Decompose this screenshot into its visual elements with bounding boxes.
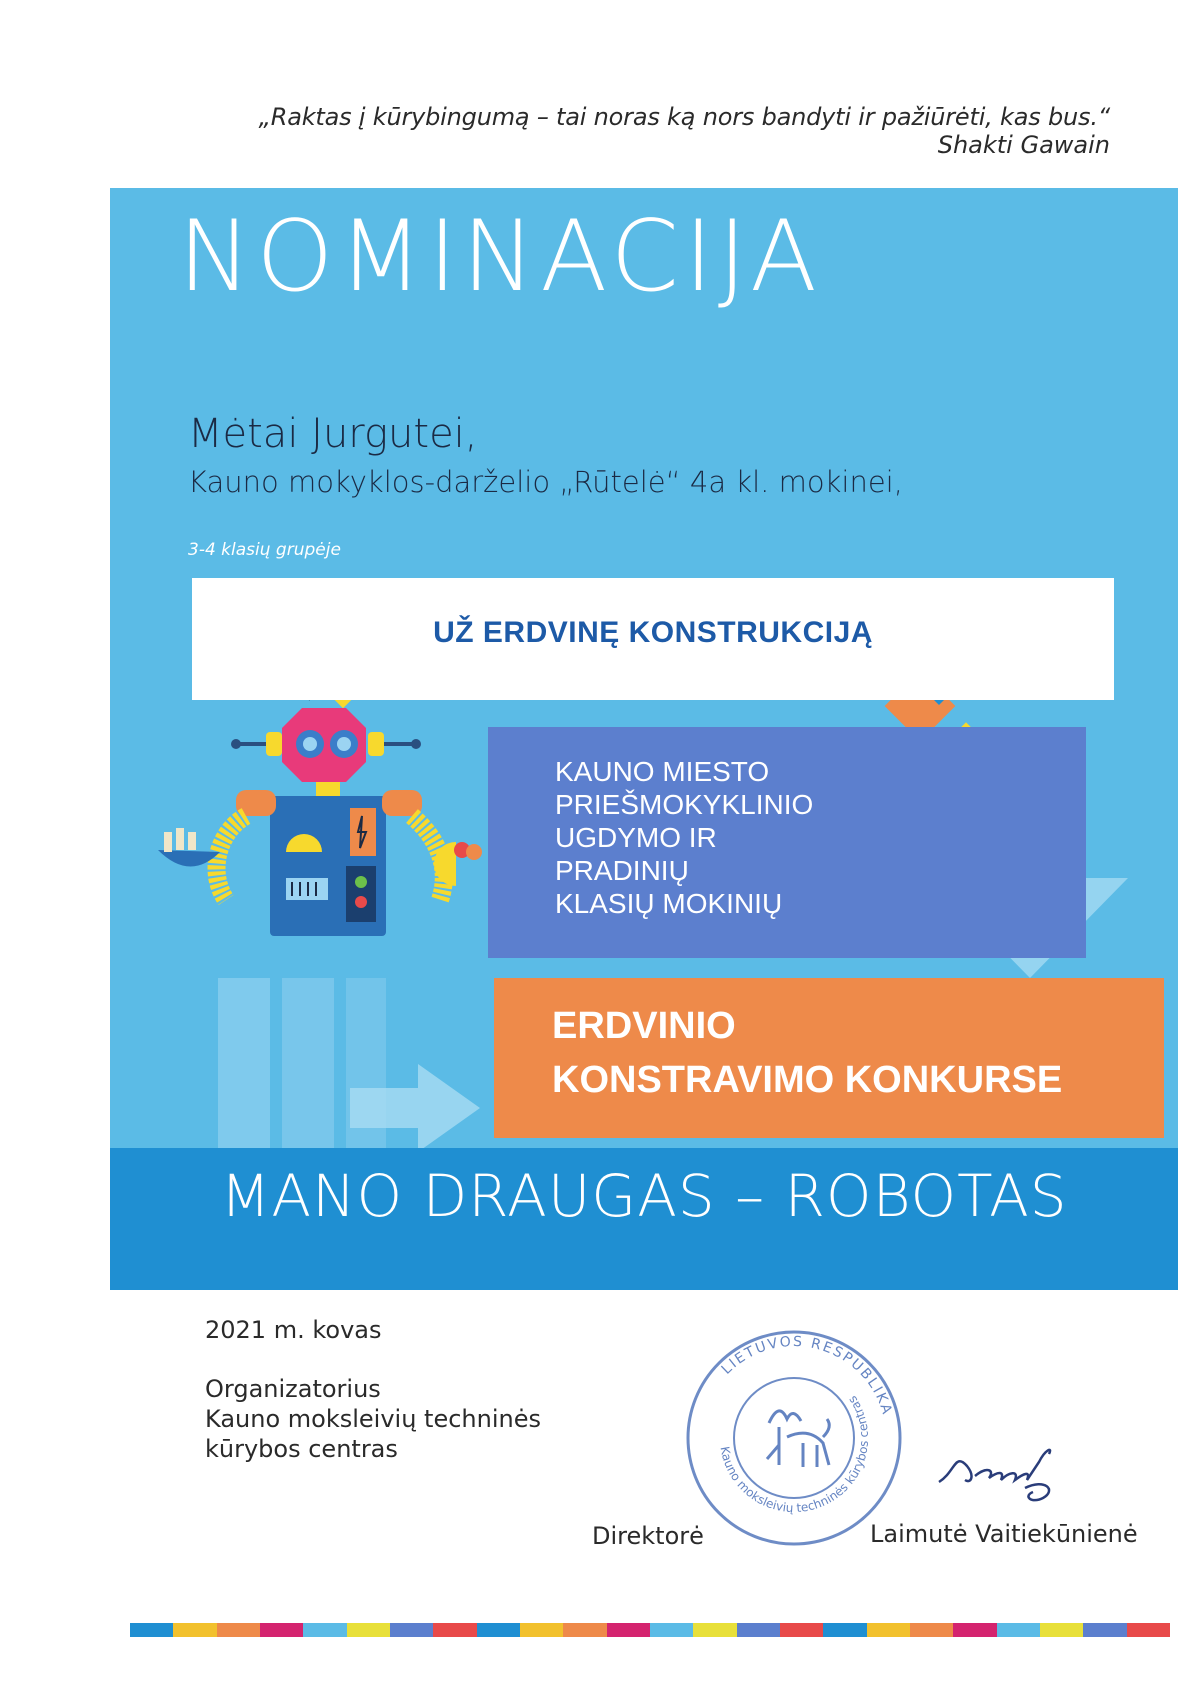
color-strip-segment	[217, 1623, 260, 1637]
coat-of-arms-icon	[767, 1411, 829, 1467]
contest-scope-line: UGDYMO IR	[555, 822, 717, 853]
color-strip-segment	[173, 1623, 216, 1637]
quote-text: „Raktas į kūrybingumą – tai noras ką nors bandyti ir pažiūrėti, kas bus.“	[258, 103, 1110, 131]
contest-name: MANO DRAUGAS – ROBOTAS	[220, 1162, 1068, 1230]
color-strip-segment	[910, 1623, 953, 1637]
color-strip-segment	[867, 1623, 910, 1637]
color-strip-segment	[130, 1623, 173, 1637]
organizer	[205, 1374, 541, 1464]
color-strip	[130, 1623, 1170, 1637]
color-strip-segment	[303, 1623, 346, 1637]
svg-text:LIETUVOS RESPUBLIKA	[719, 1334, 896, 1418]
issue-date: 2021 m. kovas	[205, 1316, 382, 1344]
quote-author: Shakti Gawain	[937, 131, 1110, 159]
signatory-name: Laimutė Vaitiekūnienė	[870, 1520, 1138, 1548]
recipient-school: Kauno mokyklos-darželio „Rūtelė“ 4a kl. mokinei,	[188, 465, 903, 499]
color-strip-segment	[1083, 1623, 1126, 1637]
contest-scope-text	[555, 755, 813, 920]
color-strip-segment	[607, 1623, 650, 1637]
color-strip-segment	[1127, 1623, 1170, 1637]
color-strip-segment	[433, 1623, 476, 1637]
organizer-line: Kauno moksleivių techninės	[205, 1405, 541, 1433]
signature-mark	[935, 1432, 1075, 1512]
recipient-name: Mėtai Jurgutei,	[188, 411, 478, 457]
signatory-role: Direktorė	[592, 1522, 704, 1550]
color-strip-segment	[693, 1623, 736, 1637]
color-strip-segment	[390, 1623, 433, 1637]
color-strip-segment	[737, 1623, 780, 1637]
stamp-inner-text: Kauno moksleivių techninės kūrybos centras	[717, 1393, 872, 1516]
color-strip-segment	[953, 1623, 996, 1637]
contest-type-text	[552, 999, 1062, 1107]
color-strip-segment	[650, 1623, 693, 1637]
color-strip-segment	[997, 1623, 1040, 1637]
organizer-line: Organizatorius	[205, 1375, 381, 1403]
award-label: UŽ ERDVINĘ KONSTRUKCIJĄ	[433, 616, 873, 649]
organizer-line: kūrybos centras	[205, 1435, 398, 1463]
color-strip-segment	[780, 1623, 823, 1637]
official-stamp	[683, 1327, 905, 1549]
age-group: 3-4 klasių grupėje	[188, 540, 341, 560]
contest-scope-line: KAUNO MIESTO	[555, 756, 770, 787]
color-strip-segment	[347, 1623, 390, 1637]
color-strip-segment	[520, 1623, 563, 1637]
certificate-title: NOMINACIJA	[178, 200, 823, 314]
color-strip-segment	[823, 1623, 866, 1637]
contest-scope-line: KLASIŲ MOKINIŲ	[555, 888, 783, 919]
color-strip-segment	[477, 1623, 520, 1637]
color-strip-segment	[1040, 1623, 1083, 1637]
stamp-outer-text: LIETUVOS RESPUBLIKA	[718, 1333, 896, 1418]
contest-type-line: KONSTRAVIMO KONKURSE	[552, 1059, 1063, 1101]
color-strip-segment	[260, 1623, 303, 1637]
contest-scope-line: PRIEŠMOKYKLINIO	[555, 789, 814, 820]
color-strip-segment	[563, 1623, 606, 1637]
contest-type-line: ERDVINIO	[552, 1005, 736, 1047]
contest-scope-line: PRADINIŲ	[555, 855, 689, 886]
